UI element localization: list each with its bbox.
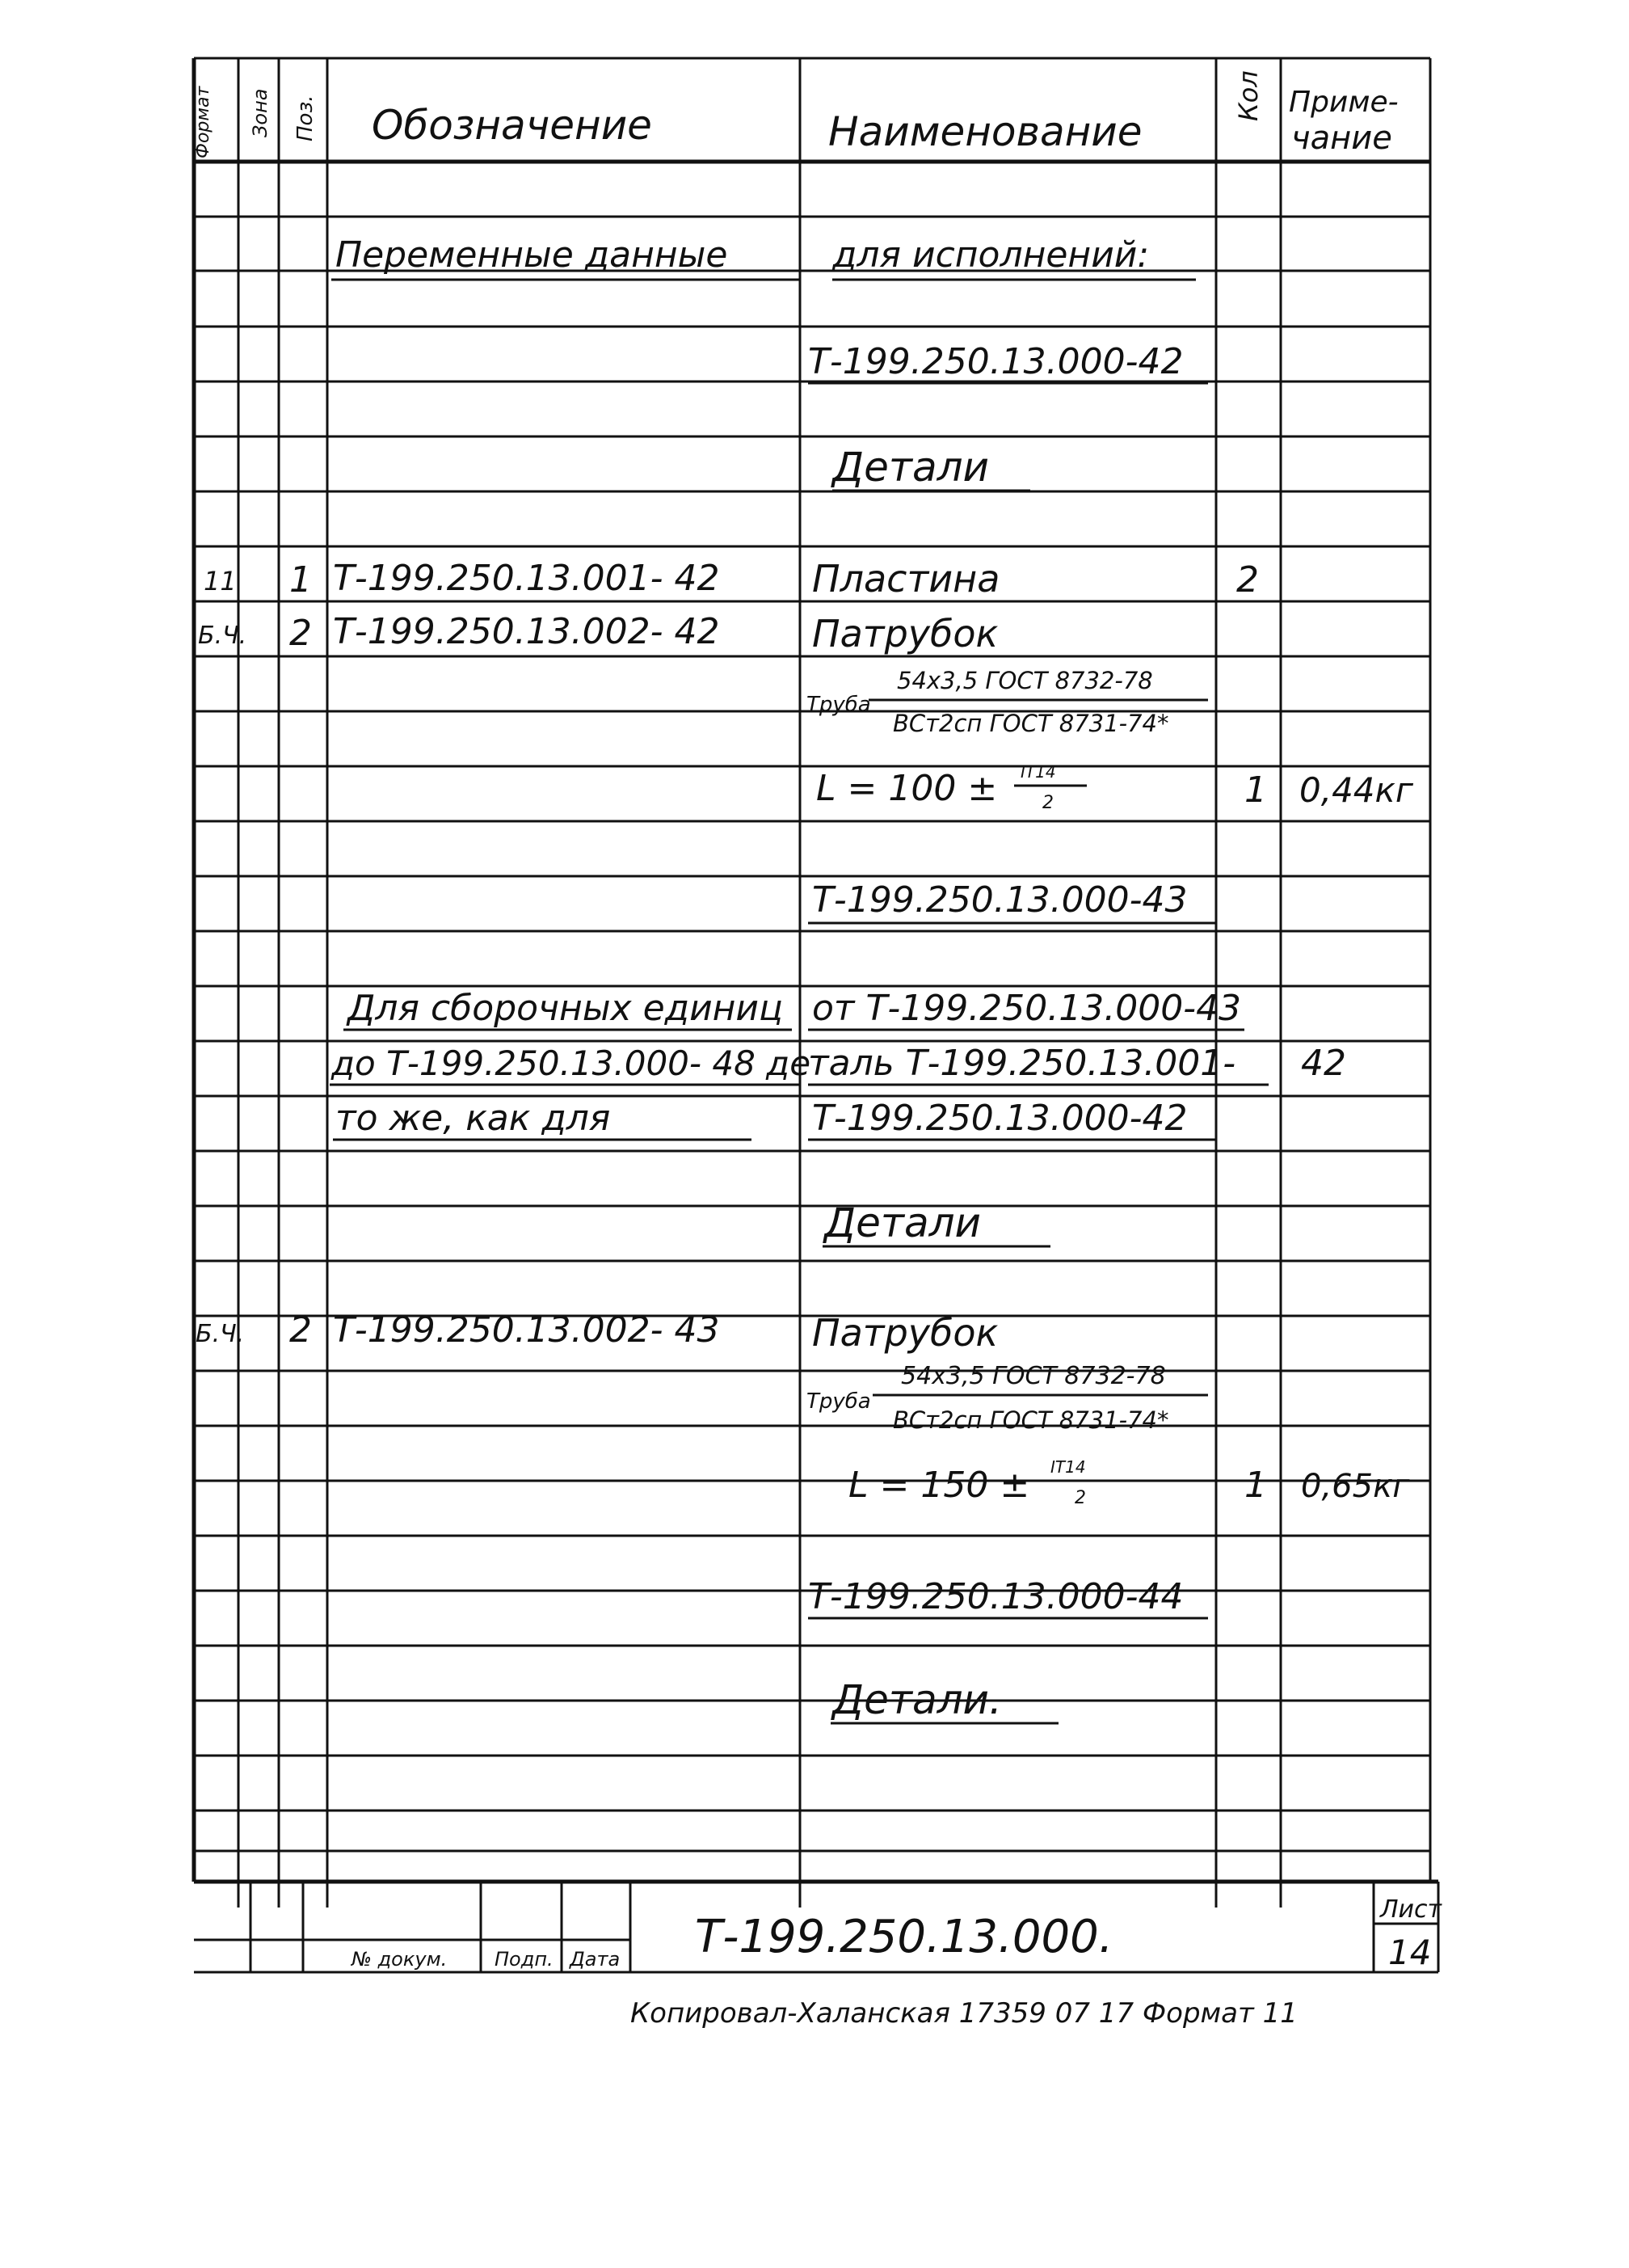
- row2-qty: 1: [1244, 769, 1267, 811]
- row1-name: Пластина: [812, 557, 1000, 601]
- header-name: Наименование: [828, 108, 1143, 155]
- stamp-designation: Т-199.250.13.000.: [695, 1911, 1113, 1963]
- title-block: [350, 1895, 1443, 1972]
- row3-tolerance-den: 2: [1075, 1488, 1086, 1508]
- header-qty: Кол: [1233, 70, 1264, 121]
- stamp-doc-label: № докум.: [351, 1948, 448, 1971]
- note-line2-left: до Т-199.250.13.000- 48 де: [331, 1043, 811, 1083]
- section-details-3: Детали.: [832, 1676, 1002, 1723]
- row2-length: L = 100 ±: [816, 768, 998, 809]
- row3-format: Б.Ч.: [196, 1320, 245, 1348]
- header-zone: Зона: [249, 88, 272, 137]
- header-designation: Обозначение: [372, 102, 652, 149]
- note-line3-right: Т-199.250.13.000-42: [812, 1098, 1188, 1139]
- variant-43-label: Т-199.250.13.000-43: [812, 879, 1188, 921]
- row2-pipe-word: Труба: [806, 693, 871, 717]
- row3-mass: 0,65кг: [1301, 1468, 1410, 1505]
- row1-qty: 2: [1236, 559, 1259, 601]
- variable-data-title-a: Переменные данные: [335, 234, 728, 276]
- row3-length: L = 150 ±: [848, 1465, 1030, 1506]
- row2-pipe-denominator: ВСт2сп ГОСТ 8731-74*: [893, 710, 1169, 737]
- variant-42-label: Т-199.250.13.000-42: [808, 341, 1184, 382]
- note-line1-left: Для сборочных единиц: [347, 988, 783, 1029]
- row1-format: 11: [204, 566, 237, 597]
- header-format: Формат: [193, 86, 213, 158]
- stamp-sheet-label: Лист: [1380, 1895, 1442, 1924]
- row2-pos: 2: [289, 613, 312, 654]
- variant-44-label: Т-199.250.13.000-44: [808, 1576, 1184, 1617]
- row2-designation: Т-199.250.13.002- 42: [333, 611, 720, 652]
- row2-pipe-numerator: 54х3,5 ГОСТ 8732-78: [897, 667, 1153, 694]
- header-note-line2: чание: [1291, 120, 1392, 157]
- row2-name: Патрубок: [812, 612, 999, 656]
- header-note-line1: Приме-: [1289, 86, 1399, 119]
- table-header: [193, 70, 1399, 158]
- row3-name: Патрубок: [812, 1311, 999, 1355]
- row3-pipe-word: Труба: [806, 1389, 871, 1414]
- row3-pos: 2: [289, 1309, 312, 1351]
- stamp-sign-label: Подп.: [495, 1948, 554, 1971]
- row2-tolerance-num: IT14: [1021, 762, 1056, 782]
- row1-pos: 1: [289, 559, 312, 601]
- note-line3-left: то же, как для: [335, 1098, 611, 1139]
- row3-tolerance-num: IT14: [1050, 1457, 1086, 1477]
- section-details-2: Детали: [824, 1199, 982, 1246]
- variable-data-title-b: для исполнений:: [832, 234, 1150, 276]
- row2-mass: 0,44кг: [1299, 770, 1413, 810]
- note-line2-right: таль Т-199.250.13.001-: [808, 1043, 1236, 1084]
- row2-tolerance-den: 2: [1042, 793, 1054, 813]
- stamp-date-label: Дата: [570, 1948, 621, 1971]
- table-body: [196, 234, 1414, 1723]
- stamp-sheet-number: 14: [1388, 1933, 1432, 1972]
- row1-designation: Т-199.250.13.001- 42: [333, 558, 720, 599]
- row3-qty: 1: [1244, 1465, 1267, 1506]
- note-line1-right: от Т-199.250.13.000-43: [812, 988, 1242, 1029]
- row3-pipe-numerator: 54х3,5 ГОСТ 8732-78: [901, 1362, 1166, 1390]
- note-line2-tail: 42: [1301, 1043, 1346, 1084]
- row3-pipe-denominator: ВСт2сп ГОСТ 8731-74*: [893, 1406, 1169, 1434]
- footer-copy-line: Копировал-Халанская 17359 07 17 Формат 11: [630, 1997, 1298, 2030]
- row3-designation: Т-199.250.13.002- 43: [333, 1309, 720, 1351]
- header-pos: Поз.: [293, 95, 318, 141]
- row2-format: Б.Ч.: [198, 622, 247, 650]
- section-details-1: Детали: [832, 444, 990, 491]
